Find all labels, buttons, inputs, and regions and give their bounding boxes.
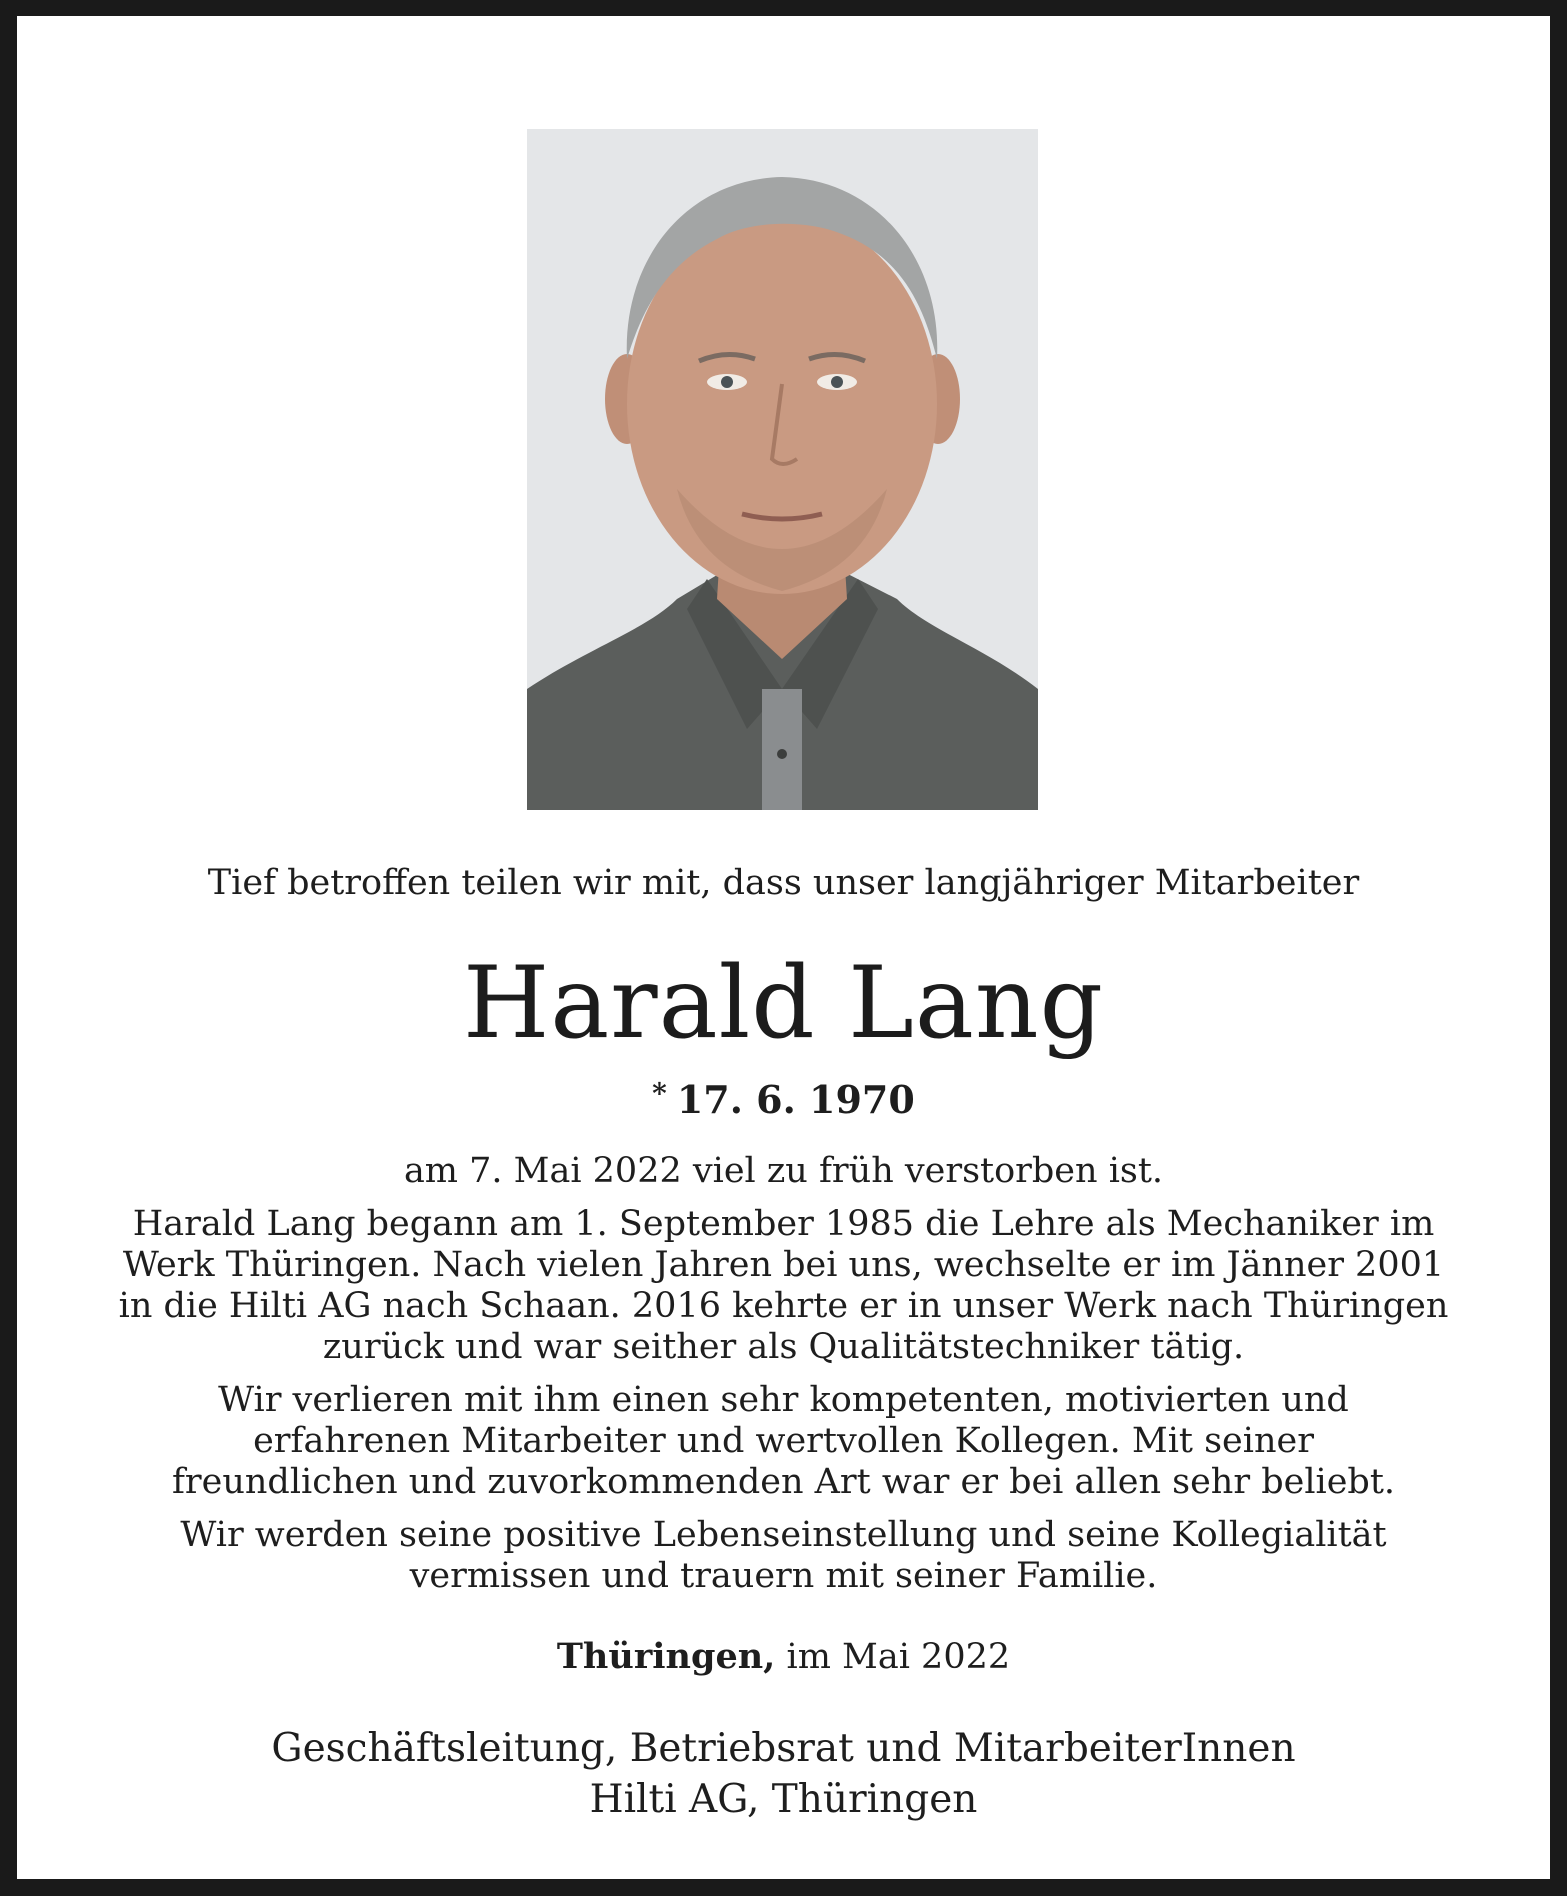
obituary-body: [0, 1151, 1567, 1609]
paragraph-line: vermissen und trauern mit seiner Familie.: [409, 1556, 1158, 1596]
paragraph-line: freundlichen und zuvorkommenden Art war er bei allen sehr beliebt.: [171, 1462, 1396, 1502]
signature-line-1: Geschäftsleitung, Betriebsrat und MitarbeiterInnen: [271, 1726, 1296, 1771]
paragraph-line: Wir werden seine positive Lebenseinstellung und seine Kollegialität: [180, 1515, 1387, 1555]
place-date: [0, 1636, 1567, 1678]
birth-date-value: 17. 6. 1970: [676, 1077, 915, 1122]
closing-place: Thüringen,: [556, 1636, 776, 1677]
paragraph-career: [0, 1204, 1567, 1368]
paragraph-line: Wir verlieren mit ihm einen sehr kompetenten, motivierten und: [218, 1380, 1349, 1420]
signature-block: [0, 1723, 1567, 1825]
paragraph-line: in die Hilti AG nach Schaan. 2016 kehrte er in unser Werk nach Thüringen: [118, 1286, 1449, 1326]
birth-star: *: [652, 1077, 667, 1110]
death-line: [0, 1151, 1567, 1192]
paragraph-line: Werk Thüringen. Nach vielen Jahren bei uns, wechselte er im Jänner 2001: [122, 1245, 1445, 1285]
paragraph-line: erfahrenen Mitarbeiter und wertvollen Kollegen. Mit seiner: [253, 1421, 1314, 1461]
paragraph-line: Harald Lang begann am 1. September 1985 die Lehre als Mechaniker im: [132, 1204, 1435, 1244]
closing-date: im Mai 2022: [786, 1637, 1011, 1677]
signature-line-2: Hilti AG, Thüringen: [589, 1777, 978, 1822]
deceased-name: Harald Lang: [462, 946, 1105, 1061]
death-line-text: am 7. Mai 2022 viel zu früh verstorben ist.: [403, 1151, 1164, 1191]
portrait-illustration: [527, 129, 1038, 810]
intro-text: Tief betroffen teilen wir mit, dass unser langjähriger Mitarbeiter: [207, 863, 1360, 903]
paragraph-tribute: [0, 1380, 1567, 1503]
birth-date: [0, 1072, 1567, 1122]
paragraph-line: zurück und war seither als Qualitätstechniker tätig.: [322, 1327, 1245, 1367]
portrait-photo: [527, 129, 1038, 810]
paragraph-farewell: [0, 1515, 1567, 1597]
